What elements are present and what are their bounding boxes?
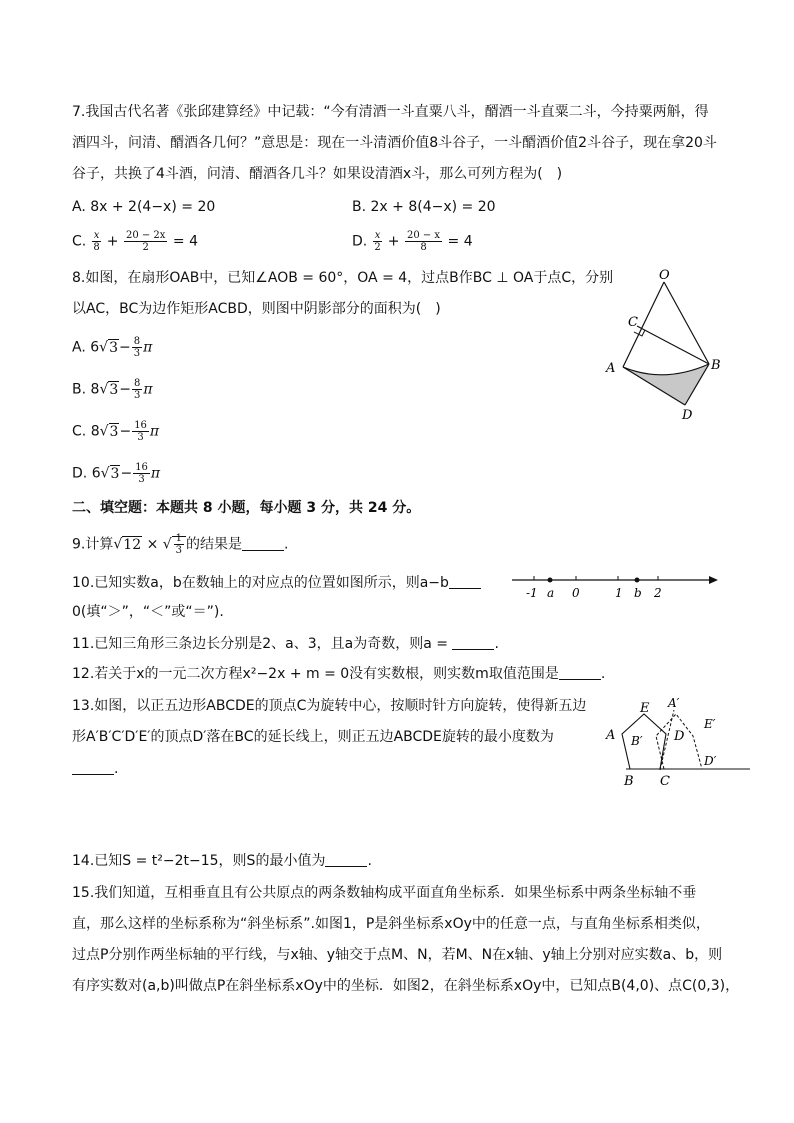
q12-answer-blank[interactable] [559, 665, 601, 680]
q14-text: 14.已知S = t²−2t−15，则S的最小值为 . [72, 853, 372, 869]
tick-label-2: 2 [654, 586, 662, 600]
axis-arrow [709, 576, 718, 584]
label-c: C [660, 774, 670, 789]
q8-text-line1: 8.如图，在扇形OAB中，已知∠AOB = 60°，OA = 4，过点B作BC ⊥ OA于点C，分别 [72, 270, 614, 286]
tick-label-1: 1 [615, 586, 623, 600]
q15-text-line1: 15.我们知道，互相垂直且有公共原点的两条数轴构成平面直角坐标系．如果坐标系中两条坐标轴不垂 [72, 885, 697, 901]
q15-text-line2: 直，那么这样的坐标系称为“斜坐标系”.如图1，P是斜坐标系xOy中的任意一点，与直角坐标系相类似， [72, 916, 710, 932]
q13-text-line1: 13.如图，以正五边形ABCDE的顶点C为旋转中心，按顺时针方向旋转，使得新五边 [72, 698, 587, 714]
label-b: B [624, 774, 634, 789]
q9-answer-blank[interactable] [242, 536, 284, 551]
q13-answer-blank[interactable] [72, 760, 114, 775]
label-b-prime: B′ [631, 734, 643, 748]
q10-number-line [510, 570, 720, 602]
q7-text-line2: 酒四斗，问清、醑酒各几何？”意思是：现在一斗清酒价值8斗谷子，一斗醑酒价值2斗谷子，现在拿20斗 [72, 135, 717, 151]
q13-text-line2: 形A′B′C′D′E′的顶点D′落在BC的延长线上，则正五边ABCDE旋转的最小度数为 [72, 729, 554, 745]
label-c: C [628, 315, 638, 330]
q11-answer-blank[interactable] [452, 635, 494, 650]
label-d: D [674, 729, 685, 744]
label-e: E [640, 701, 650, 716]
q10-text-line2: 0(填“＞”，“＜”或“＝”). [72, 604, 224, 620]
q8-option-d: D. 6√3− $\frac{16}{3}$ π [72, 462, 161, 485]
q7-text-line3: 谷子，共换了4斗酒，问清、醑酒各几斗？如果设清酒x斗，那么可列方程为( ) [72, 166, 563, 182]
label-o: O [659, 268, 670, 283]
shaded-region [623, 364, 709, 405]
pentagon-abcde [622, 714, 666, 769]
tick-label-m1: -1 [526, 586, 538, 600]
point-a [548, 578, 553, 583]
q8-option-c: C. 8√3− $\frac{16}{3}$ π [72, 420, 160, 443]
label-a: A [606, 728, 616, 743]
section-fill-in-title: 二、填空题：本题共 8 小题，每小题 3 分，共 24 分。 [72, 500, 421, 516]
tick-label-b: b [634, 586, 642, 600]
q10-answer-blank[interactable] [449, 574, 481, 589]
label-d-prime: D′ [704, 754, 717, 768]
label-e-prime: E′ [704, 717, 716, 731]
q8-option-a: A. 6√3− $\frac{8}{3}$ π [72, 336, 153, 359]
tick-label-0: 0 [572, 586, 580, 600]
label-d: D [682, 408, 693, 423]
q14-answer-blank[interactable] [325, 852, 367, 867]
label-a: A [606, 361, 616, 376]
q13-text-line3: . [72, 759, 118, 779]
q7-option-a: A. 8x + 2(4−x) = 20 [72, 199, 216, 215]
q7-text-line1: 7.我国古代名著《张邱建算经》中记载：“今有清酒一斗直粟八斗，醑酒一斗直粟二斗，今持粟两斛，得 [72, 104, 709, 120]
label-a-prime: A′ [668, 696, 680, 710]
q13-pentagon-figure [598, 692, 758, 792]
q12-text: 12.若关于x的一元二次方程x²−2x + m = 0没有实数根，则实数m取值范围是 . [72, 666, 606, 682]
q11-text: 11.已知三角形三条边长分别是2、a、3，且a为奇数，则a = . [72, 636, 499, 652]
q15-text-line4: 有序实数对(a,b)叫做点P在斜坐标系xOy中的坐标．如图2，在斜坐标系xOy中，已知点B(4,0)、点C(0,3)， [72, 978, 740, 994]
tick-label-a: a [547, 586, 555, 600]
label-b: B [711, 358, 721, 373]
rotation-guide [660, 710, 674, 770]
point-b [635, 578, 640, 583]
q7-option-b: B. 2x + 8(4−x) = 20 [352, 199, 496, 215]
q8-text-line2: 以AC，BC为边作矩形ACBD，则图中阴影部分的面积为( ) [72, 301, 441, 317]
q15-text-line3: 过点P分别作两坐标轴的平行线，与x轴、y轴交于点M、N，若M、N在x轴、y轴上分别对应实数a、b，则 [72, 947, 723, 963]
q10-text-line1: 10.已知实数a，b在数轴上的对应点的位置如图所示，则a−b [72, 573, 481, 593]
q7-option-c: C. $\frac{x}{8}$ + $\frac{20 - 2x}{2}$ = 4 [72, 230, 198, 253]
q8-option-b: B. 8√3− $\frac{8}{3}$ π [72, 378, 153, 401]
q7-option-d: D. $\frac{x}{2}$ + $\frac{20 - x}{8}$ = 4 [352, 230, 473, 253]
q8-sector-figure [596, 262, 736, 428]
q9-text: 9.计算√12 × √ $\frac{1}{3}$ 的结果是 . [72, 533, 289, 556]
